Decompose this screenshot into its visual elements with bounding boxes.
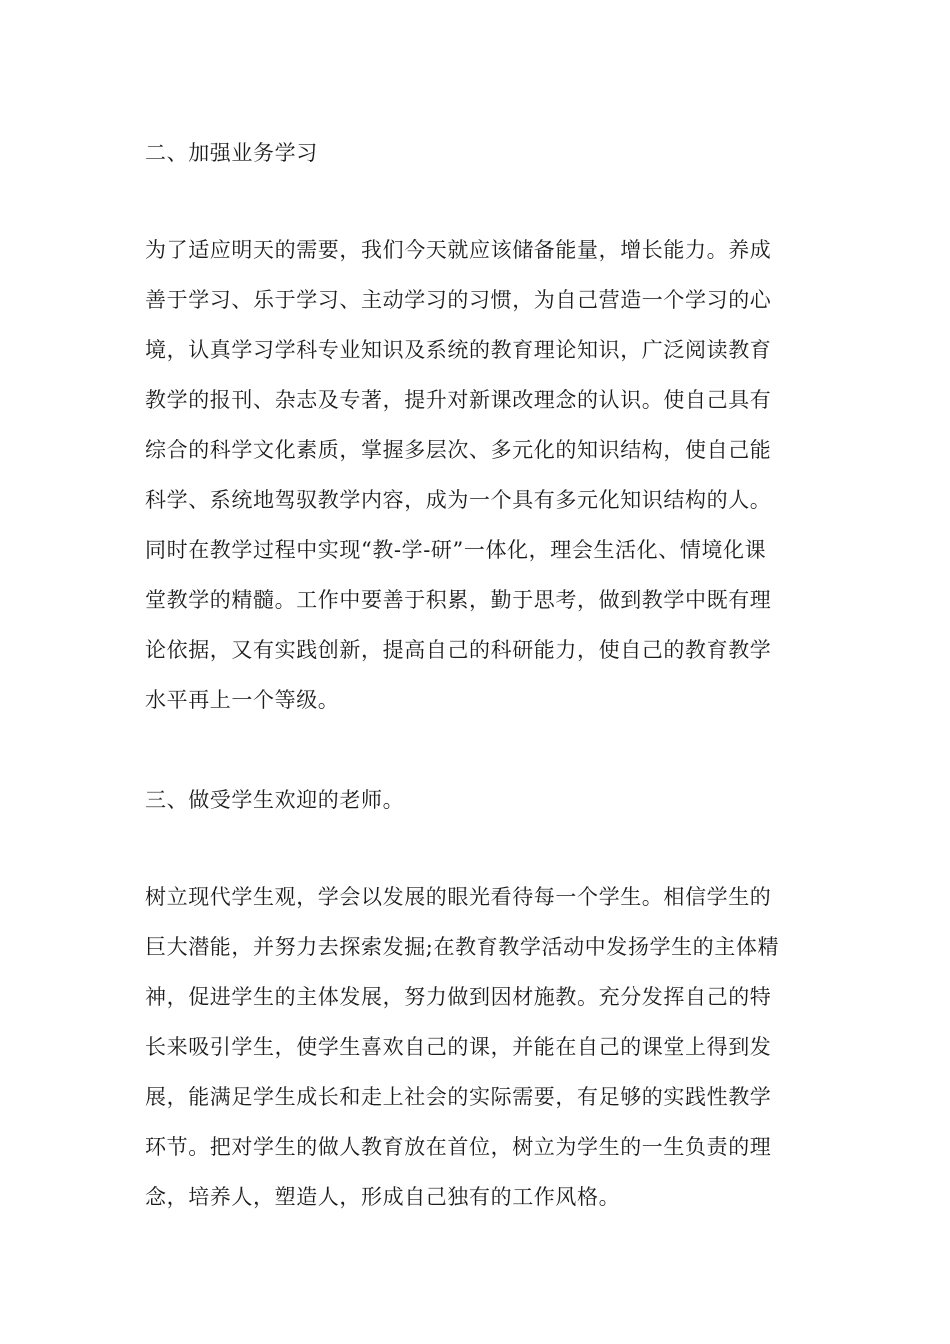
paragraph-2 bbox=[145, 872, 820, 1222]
paragraph-line: 为了适应明天的需要，我们今天就应该储备能量，增长能力。养成 bbox=[145, 238, 772, 262]
heading-text: 二、加强业务学习 bbox=[145, 141, 318, 165]
paragraph-line: 同时在教学过程中实现“教-学-研”一体化，理会生活化、情境化课 bbox=[145, 538, 767, 562]
paragraph-line: 长来吸引学生，使学生喜欢自己的课，并能在自己的课堂上得到发 bbox=[145, 1035, 772, 1059]
section-heading-3 bbox=[145, 775, 820, 825]
paragraph-1 bbox=[145, 225, 820, 725]
paragraph-line: 展，能满足学生成长和走上社会的实际需要，有足够的实践性教学 bbox=[145, 1085, 772, 1109]
paragraph-line: 堂教学的精髓。工作中要善于积累，勤于思考，做到教学中既有理 bbox=[145, 588, 772, 612]
paragraph-line: 环节。把对学生的做人教育放在首位，树立为学生的一生负责的理 bbox=[145, 1135, 772, 1159]
paragraph-line: 科学、系统地驾驭教学内容，成为一个具有多元化知识结构的人。 bbox=[145, 488, 772, 512]
paragraph-line: 论依据，又有实践创新，提高自己的科研能力，使自己的教育教学 bbox=[145, 638, 772, 662]
paragraph-line: 境，认真学习学科专业知识及系统的教育理论知识，广泛阅读教育 bbox=[145, 338, 772, 362]
heading-text: 三、做受学生欢迎的老师。 bbox=[145, 788, 405, 812]
paragraph-line: 巨大潜能，并努力去探索发掘;在教育教学活动中发扬学生的主体精 bbox=[145, 935, 780, 959]
paragraph-line: 神，促进学生的主体发展，努力做到因材施教。充分发挥自己的特 bbox=[145, 985, 772, 1009]
paragraph-line: 念，培养人，塑造人，形成自己独有的工作风格。 bbox=[145, 1185, 621, 1209]
paragraph-line: 树立现代学生观，学会以发展的眼光看待每一个学生。相信学生的 bbox=[145, 885, 772, 909]
section-heading-2 bbox=[145, 128, 820, 178]
paragraph-line: 善于学习、乐于学习、主动学习的习惯，为自己营造一个学习的心 bbox=[145, 288, 772, 312]
paragraph-line: 教学的报刊、杂志及专著，提升对新课改理念的认识。使自己具有 bbox=[145, 388, 772, 412]
paragraph-line: 水平再上一个等级。 bbox=[145, 688, 340, 712]
paragraph-line: 综合的科学文化素质，掌握多层次、多元化的知识结构，使自己能 bbox=[145, 438, 772, 462]
